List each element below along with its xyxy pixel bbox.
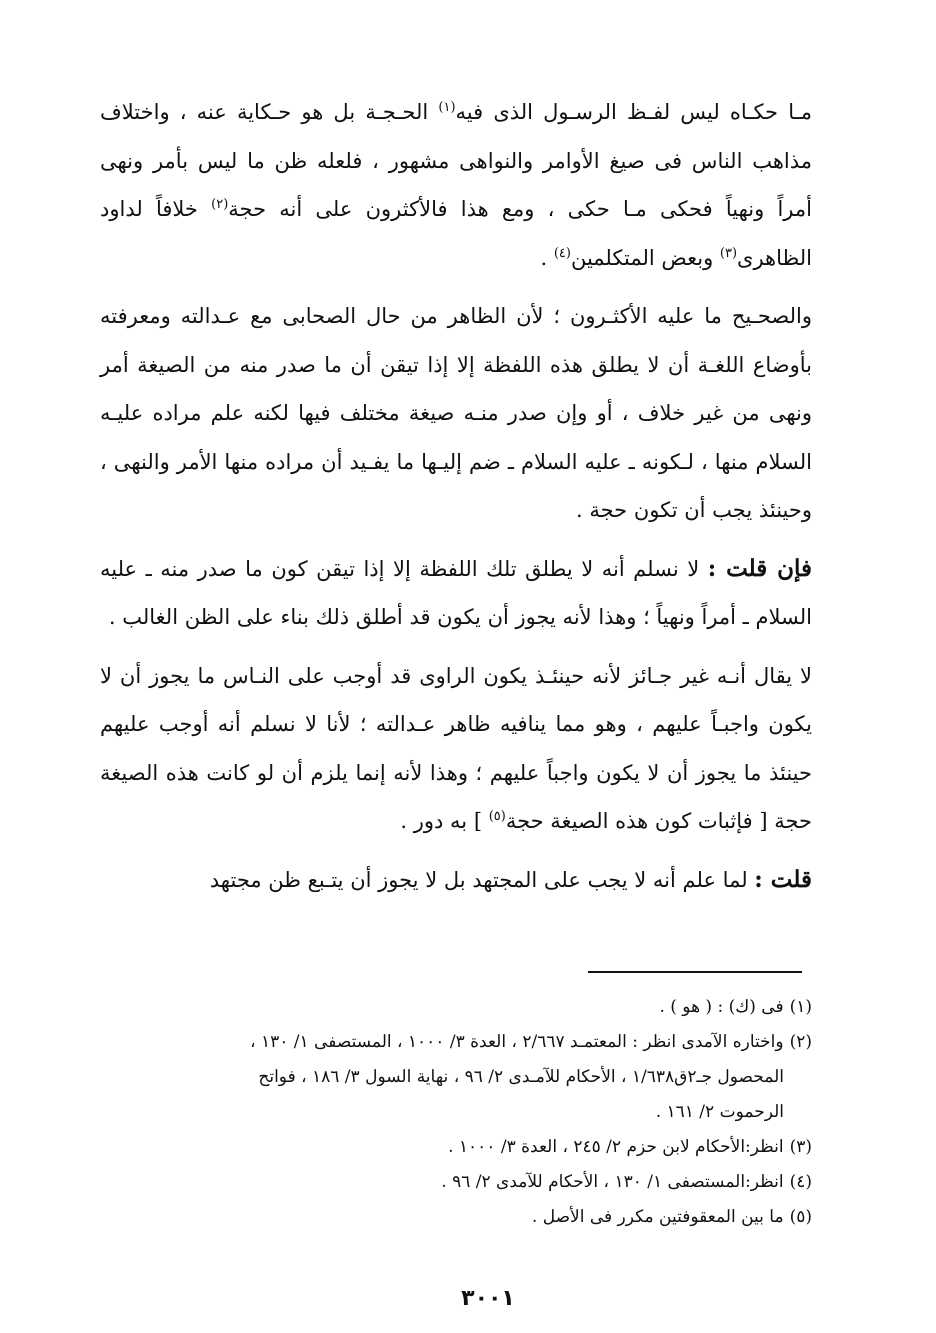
- paragraph-1-part-e: .: [540, 245, 554, 270]
- paragraph-5: [100, 856, 812, 905]
- footnote-2-text: واختاره الآمدى انظر : المعتمـد ٢/٦٦٧ ، العدة ٣/ ١٠٠٠ ، المستصفى ١/ ١٣٠ ،: [250, 1032, 784, 1052]
- footnote-ref-5: (٥): [488, 809, 506, 824]
- footnotes: [100, 990, 812, 1235]
- footnote-1-text: فى (ك) : ( هو ) .: [659, 997, 784, 1017]
- paragraph-3-text: لا نسلم أنه لا يطلق تلك اللفظة إلا إذا تيقن كون ما صدر منه ـ عليه السلام ـ أمراً ونهياً ؛ وهذا لأنه يجوز أن يكون قد أطلق ذلك بناء على الظن الغالب .: [100, 556, 812, 629]
- paragraph-3-lead: فإن قلت :: [707, 554, 813, 582]
- paragraph-1-part-b: الحـجـة بل هو حـكاية عنه ، واختلاف مذاهب الناس فى صيغ الأوامر والنواهى مشهور ، فلعله ظن ما ليس بأمر ونهى أمراً ونهياً فحكى مـا حكى ، ومع هذا فالأكثرون على أنه حجة: [100, 100, 812, 221]
- footnote-4-text: انظر:المستصفى ١/ ١٣٠ ، الأحكام للآمدى ٢/ ٩٦ .: [441, 1172, 784, 1192]
- paragraph-4-part-b: ] به دور .: [400, 809, 489, 833]
- page-number: ٣٠٠١: [461, 1286, 515, 1311]
- footnote-2: [100, 1025, 812, 1060]
- footnote-3: [100, 1130, 812, 1165]
- paragraph-3: [100, 545, 812, 642]
- paragraph-1-part-d: وبعض المتكلمين: [570, 245, 720, 270]
- paragraph-5-text: لما علم أنه لا يجب على المجتهد بل لا يجوز أن يتـبع ظن مجتهد: [209, 867, 755, 892]
- footnote-2-continuation-2: الرحموت ٢/ ١٦١ .: [655, 1102, 784, 1122]
- footnote-separator: [588, 971, 802, 973]
- footnote-5-number: (٥): [789, 1207, 812, 1227]
- footnote-2-number: (٢): [789, 1032, 812, 1052]
- footnote-ref-3: (٣): [719, 245, 738, 261]
- footnote-ref-4: (٤): [553, 245, 571, 261]
- footnote-4: [100, 1165, 812, 1200]
- paragraph-4-part-a: لا يقال أنـه غير جـائز لأنه حينئـذ يكون الراوى قد أوجب على النـاس ما يجوز أن لا يكون واجبـاً عليهم ، وهو مما ينافيه ظاهر عـدالته ؛ لأنا لا نسلم أنه أوجب عليهم حينئذ ما يجوز أن لا يكون واجباً عليهم ؛ وهذا لأنه إنما يلزم أن لو كانت هذه الصيغة حجة [ فإثبات كون هذه الصيغة حجة: [100, 663, 812, 833]
- paragraph-1-part-a: مـا حكـاه ليس لفـظ الرسـول الذى فيه: [455, 100, 812, 124]
- footnote-4-number: (٤): [789, 1172, 812, 1192]
- footnote-1-number: (١): [789, 997, 812, 1017]
- paragraph-1: [100, 88, 812, 282]
- paragraph-5-lead: قلت :: [754, 865, 812, 893]
- footnote-ref-2: (٢): [211, 197, 229, 212]
- paragraph-2: والصحـيح ما عليه الأكثـرون ؛ لأن الظاهر من حال الصحابى مع عـدالته ومعرفته بأوضاع اللغـة أن لا يطلق هذه اللفظة إلا إذا تيقن أن ما صدر منه من الصيغة أمر ونهى من غير خلاف ، أو وإن صدر منـه صيغة مختلف فيها لكنه علم مراده عليـه السلام منها ، لـكونه ـ عليه السلام ـ ضم إليـها ما يفـيد أن مراده منها الأمر والنهى ، وحينئذ يجب أن تكون حجة .: [100, 304, 812, 522]
- paragraph-4: [100, 652, 812, 846]
- page-number-container: [0, 1286, 936, 1311]
- footnote-5-text: ما بين المعقوفتين مكرر فى الأصل .: [531, 1207, 784, 1227]
- footnote-ref-1: (١): [438, 100, 456, 115]
- footnote-3-number: (٣): [789, 1137, 812, 1157]
- paragraph-1-part-c: خلافاً لداود الظاهرى: [100, 197, 812, 270]
- footnote-3-text: انظر:الأحكام لابن حزم ٢/ ٢٤٥ ، العدة ٣/ ١٠٠٠ .: [448, 1137, 784, 1157]
- footnote-5: [100, 1200, 812, 1235]
- main-text: [100, 88, 812, 904]
- footnote-1: [100, 990, 812, 1025]
- footnote-2-continuation-1: المحصول جـ٢ق١/٦٣٨ ، الأحكام للآمـدى ٢/ ٩٦ ، نهاية السول ٣/ ١٨٦ ، فواتح: [258, 1067, 784, 1087]
